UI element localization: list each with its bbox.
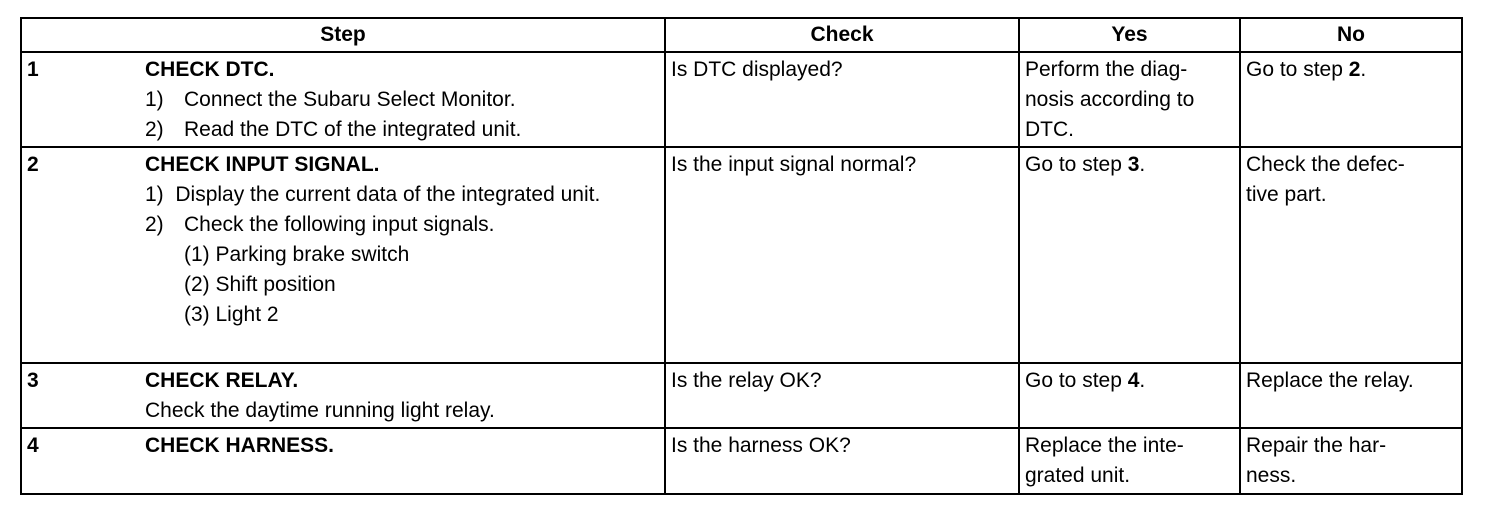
no-cell: Check the defec- tive part. [1240, 147, 1462, 363]
sub-step: 1) Connect the Subaru Select Monitor. [145, 88, 516, 111]
header-check: Check [665, 18, 1019, 52]
step-text: Check the daytime running light relay. [145, 399, 495, 422]
no-cell: Repair the har- ness. [1240, 428, 1462, 494]
header-step: Step [21, 18, 665, 52]
table-row [21, 52, 1462, 147]
step-number: 3 [27, 369, 39, 392]
step-title: CHECK RELAY. [145, 369, 299, 392]
nested-item: (3) Light 2 [184, 303, 279, 326]
sub-step: 2) Check the following input signals. [145, 213, 495, 236]
step-cell [21, 147, 665, 363]
no-cell: Replace the relay. [1240, 363, 1462, 428]
header-row [21, 18, 1462, 52]
step-cell [21, 428, 665, 494]
nested-item: (2) Shift position [184, 273, 336, 296]
check-cell: Is the harness OK? [665, 428, 1019, 494]
step-cell [21, 363, 665, 428]
diagnostic-table [20, 17, 1463, 495]
check-cell: Is the relay OK? [665, 363, 1019, 428]
table-row [21, 147, 1462, 363]
header-yes: Yes [1019, 18, 1240, 52]
step-ref: 4 [1127, 369, 1140, 392]
step-number: 4 [27, 434, 39, 457]
yes-cell: Replace the inte- grated unit. [1019, 428, 1240, 494]
header-no: No [1240, 18, 1462, 52]
step-title: CHECK DTC. [145, 58, 275, 81]
yes-cell: Perform the diag- nosis according to DTC. [1019, 52, 1240, 147]
step-ref: 2 [1348, 58, 1361, 81]
yes-cell: Go to step 4. [1019, 363, 1240, 428]
step-cell [21, 52, 665, 147]
nested-item: (1) Parking brake switch [184, 243, 410, 266]
sub-step: 1) Display the current data of the integrated unit. [145, 183, 601, 206]
yes-cell: Go to step 3. [1019, 147, 1240, 363]
step-number: 2 [27, 153, 39, 176]
table-row [21, 428, 1462, 494]
step-title: CHECK INPUT SIGNAL. [145, 153, 380, 176]
table-row [21, 363, 1462, 428]
step-ref: 3 [1127, 153, 1140, 176]
check-cell: Is DTC displayed? [665, 52, 1019, 147]
no-cell: Go to step 2. [1240, 52, 1462, 147]
step-number: 1 [27, 58, 39, 81]
step-title: CHECK HARNESS. [145, 434, 335, 457]
sub-step: 2) Read the DTC of the integrated unit. [145, 118, 522, 141]
check-cell: Is the input signal normal? [665, 147, 1019, 363]
